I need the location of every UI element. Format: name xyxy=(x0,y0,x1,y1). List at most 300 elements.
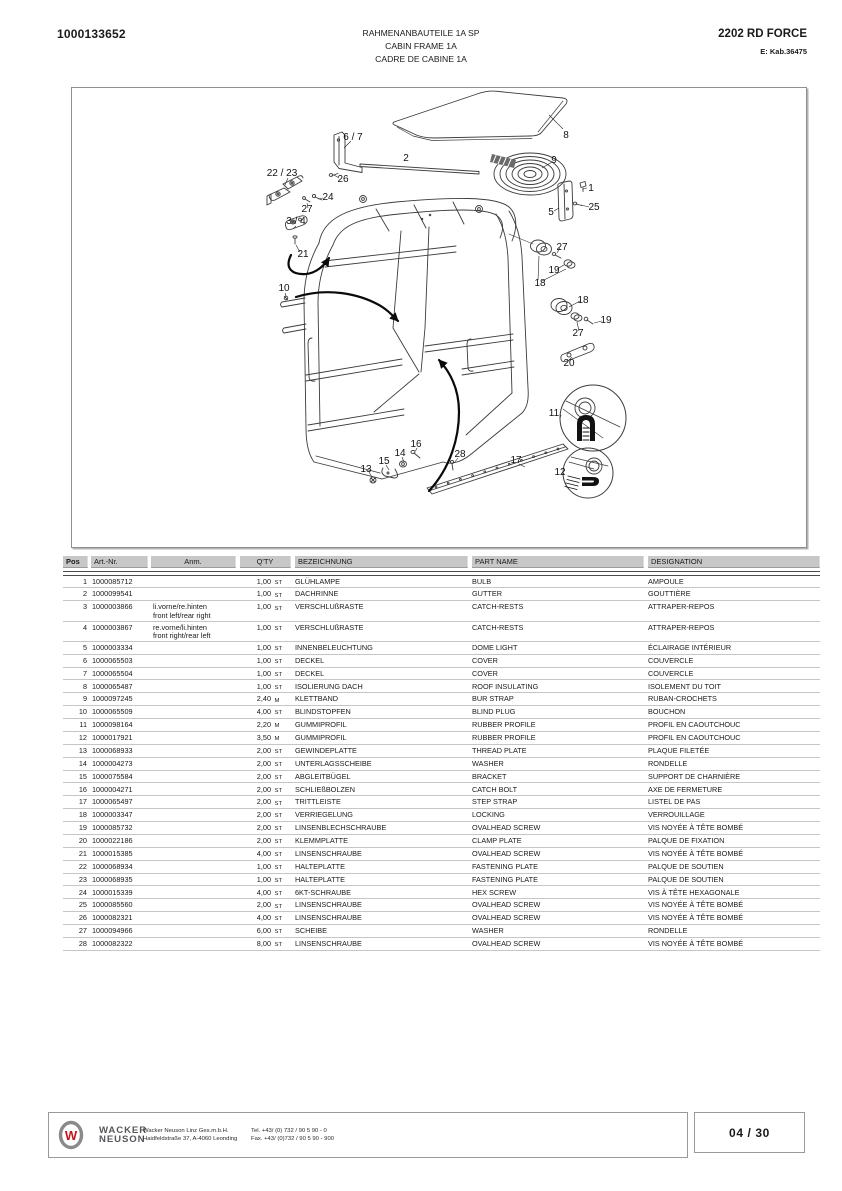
cell-designation: AMPOULE xyxy=(648,576,684,586)
callout-label-19: 19 xyxy=(548,265,560,276)
cell-pos: 2 xyxy=(82,589,87,599)
cell-designation: RONDELLE xyxy=(648,926,688,936)
cell-anm xyxy=(151,927,236,937)
cell-designation: PALQUE DE FIXATION xyxy=(648,836,725,846)
model-name: 2202 RD FORCE xyxy=(718,28,807,40)
cell-bezeichnung: VERSCHLUßRASTE xyxy=(295,602,364,612)
qty-unit: ST xyxy=(274,592,283,599)
table-row xyxy=(63,783,820,796)
table-row xyxy=(63,693,820,706)
cell-qty xyxy=(240,644,291,654)
cell-anm xyxy=(151,760,236,770)
table-row xyxy=(63,745,820,758)
qty-value: 8,00 xyxy=(256,939,271,949)
cell-pos: 10 xyxy=(78,707,87,717)
cell-part-name: GUTTER xyxy=(472,589,502,599)
cell-art-nr: 1000065504 xyxy=(92,668,133,678)
callout-label-28: 28 xyxy=(454,449,466,460)
cell-pos: 27 xyxy=(78,926,87,936)
cell-part-name: BUR STRAP xyxy=(472,694,514,704)
cell-art-nr: 1000085560 xyxy=(92,900,133,910)
cell-part-name: CATCH-RESTS xyxy=(472,622,524,632)
cell-pos: 20 xyxy=(78,836,87,846)
cell-part-name: FASTENING PLATE xyxy=(472,874,538,884)
cell-part-name: OVALHEAD SCREW xyxy=(472,913,541,923)
table-row xyxy=(63,732,820,745)
callout-label-24: 24 xyxy=(322,192,334,203)
cell-bezeichnung: TRITTLEISTE xyxy=(295,797,341,807)
cell-qty xyxy=(240,670,291,680)
cell-part-name: CATCH BOLT xyxy=(472,784,518,794)
cell-bezeichnung: BLINDSTOPFEN xyxy=(295,707,351,717)
qty-value: 2,00 xyxy=(256,810,271,820)
table-row xyxy=(63,848,820,861)
cell-qty xyxy=(240,798,291,808)
cell-art-nr: 1000068933 xyxy=(92,745,133,755)
thread-plate-13 xyxy=(370,477,376,483)
cell-part-name: DOME LIGHT xyxy=(472,642,518,652)
page-title xyxy=(0,27,842,67)
cell-art-nr: 1000003347 xyxy=(92,810,133,820)
page-number: 04 / 30 xyxy=(729,1125,770,1140)
qty-value: 2,00 xyxy=(256,797,271,807)
cell-pos: 6 xyxy=(82,655,87,665)
cell-qty xyxy=(240,734,291,744)
qty-unit: ST xyxy=(274,890,283,897)
arrow-upper-left xyxy=(289,255,329,274)
table-row xyxy=(63,719,820,732)
callout-label-1: 1 xyxy=(588,183,594,194)
cell-qty xyxy=(240,901,291,911)
qty-value: 1,00 xyxy=(256,681,271,691)
cell-designation: VERROUILLAGE xyxy=(648,810,705,820)
qty-value: 4,00 xyxy=(256,848,271,858)
cell-anm xyxy=(151,876,236,886)
qty-unit: ST xyxy=(274,710,283,717)
cell-designation: VIS NOYÉE À TÊTE BOMBÉ xyxy=(648,823,744,833)
cell-part-name: BULB xyxy=(472,576,492,586)
qty-value: 6,00 xyxy=(256,926,271,936)
cell-designation: GOUTTIÈRE xyxy=(648,589,691,599)
cell-art-nr: 1000065497 xyxy=(92,797,133,807)
cell-art-nr: 1000082322 xyxy=(92,939,133,949)
callout-label-5: 5 xyxy=(548,207,554,218)
cell-art-nr: 1000085712 xyxy=(92,576,133,586)
column-header-pos: Pos xyxy=(63,556,88,568)
cell-designation: ÉCLAIRAGE INTÉRIEUR xyxy=(648,642,732,652)
cell-pos: 28 xyxy=(78,939,87,949)
table-row xyxy=(63,874,820,887)
cell-pos: 8 xyxy=(82,681,87,691)
cell-qty xyxy=(240,850,291,860)
cell-pos: 16 xyxy=(78,784,87,794)
cell-qty xyxy=(240,590,291,600)
cell-pos: 17 xyxy=(78,797,87,807)
cell-bezeichnung: UNTERLAGSSCHEIBE xyxy=(295,758,372,768)
detail-circle-12 xyxy=(563,448,613,498)
callout-label-27: 27 xyxy=(301,204,313,215)
qty-unit: M xyxy=(274,736,280,743)
cell-anm: re.vorne/li.hinten front right/rear left xyxy=(153,622,211,641)
assembly-arrows xyxy=(289,255,459,491)
cell-qty xyxy=(240,721,291,731)
cell-anm xyxy=(151,811,236,821)
phone-number: Tel. +43/ (0) 732 / 90 5 90 - 0 xyxy=(251,1128,327,1134)
arrow-lower xyxy=(429,360,459,491)
callout-label-16: 16 xyxy=(410,439,422,450)
cell-designation: ATTRAPER-REPOS xyxy=(648,622,715,632)
cell-qty xyxy=(240,940,291,950)
qty-unit: ST xyxy=(274,671,283,678)
cell-bezeichnung: LINSENSCHRAUBE xyxy=(295,848,362,858)
cell-designation: ISOLEMENT DU TOIT xyxy=(648,681,721,691)
cell-anm xyxy=(151,721,236,731)
exploded-view-panel xyxy=(71,87,807,548)
cell-anm xyxy=(151,837,236,847)
column-header-bezeichnung: BEZEICHNUNG xyxy=(295,556,468,568)
step-strip-17 xyxy=(427,444,568,494)
model-block xyxy=(718,28,807,56)
cell-qty xyxy=(240,578,291,588)
table-row xyxy=(63,899,820,912)
column-header-part-name: PART NAME xyxy=(472,556,644,568)
contact-numbers xyxy=(251,1128,334,1144)
document-number: 1000133652 xyxy=(57,27,126,41)
cell-pos: 11 xyxy=(79,720,87,730)
cell-qty xyxy=(240,889,291,899)
cell-pos: 7 xyxy=(82,668,87,678)
table-row xyxy=(63,938,820,951)
detail-circle-11 xyxy=(560,385,626,451)
footer-company-box xyxy=(48,1112,688,1158)
callout-label-3-4: 3 / 4 xyxy=(286,216,306,227)
screw-19-lower xyxy=(584,317,593,324)
cell-qty xyxy=(240,876,291,886)
qty-value: 2,00 xyxy=(256,823,271,833)
cell-designation: PLAQUE FILETÉE xyxy=(648,745,710,755)
screw-28 xyxy=(450,460,453,470)
cell-bezeichnung: ABGLEITBÜGEL xyxy=(295,771,351,781)
cell-bezeichnung: ISOLIERUNG DACH xyxy=(295,681,363,691)
cell-qty xyxy=(240,683,291,693)
screw-16 xyxy=(411,450,420,458)
qty-unit: ST xyxy=(274,800,283,807)
callout-label-27: 27 xyxy=(572,328,584,339)
cell-designation: BOUCHON xyxy=(648,707,686,717)
qty-unit: ST xyxy=(274,646,283,653)
qty-unit: ST xyxy=(274,579,283,586)
wacker-neuson-logo-icon xyxy=(58,1120,84,1150)
fax-number: Fax. +43/ (0)732 / 90 5 90 - 900 xyxy=(251,1135,335,1142)
cell-anm xyxy=(151,914,236,924)
qty-unit: ST xyxy=(274,605,283,612)
cell-anm xyxy=(151,786,236,796)
cell-anm xyxy=(151,590,236,600)
cell-art-nr: 1000099541 xyxy=(92,589,133,599)
cell-part-name: STEP STRAP xyxy=(472,797,518,807)
edition-code: E: Kab.36475 xyxy=(760,47,807,56)
callout-label-25: 25 xyxy=(588,202,600,213)
cell-pos: 22 xyxy=(78,861,87,871)
cell-qty xyxy=(240,824,291,834)
cell-bezeichnung: INNENBELEUCHTUNG xyxy=(295,642,373,652)
column-header-art: Art.-Nr. xyxy=(91,556,148,568)
cell-bezeichnung: GUMMIPROFIL xyxy=(295,733,347,743)
cell-designation: SUPPORT DE CHARNIÈRE xyxy=(648,771,741,781)
callout-label-21: 21 xyxy=(297,249,309,260)
washer-14 xyxy=(400,461,407,467)
cell-part-name: COVER xyxy=(472,655,498,665)
table-row xyxy=(63,771,820,784)
cell-part-name: LOCKING xyxy=(472,810,505,820)
callout-label-8: 8 xyxy=(563,130,569,141)
qty-unit: ST xyxy=(274,826,283,833)
table-row xyxy=(63,588,820,601)
cell-anm xyxy=(151,578,236,588)
cell-pos: 4 xyxy=(82,622,87,632)
qty-unit: ST xyxy=(274,864,283,871)
cell-anm xyxy=(151,798,236,808)
cell-art-nr: 1000068935 xyxy=(92,874,133,884)
bulb-part xyxy=(580,182,586,192)
cell-anm xyxy=(151,850,236,860)
bushing-18-lower xyxy=(551,299,572,315)
cell-designation: PALQUE DE SOUTIEN xyxy=(648,861,724,871)
cell-anm xyxy=(151,747,236,757)
table-row xyxy=(63,925,820,938)
cell-designation: PALQUE DE SOUTIEN xyxy=(648,874,724,884)
cell-bezeichnung: SCHEIBE xyxy=(295,926,328,936)
qty-value: 2,00 xyxy=(256,771,271,781)
qty-value: 2,00 xyxy=(256,836,271,846)
cell-qty xyxy=(240,786,291,796)
cell-anm xyxy=(151,657,236,667)
cell-bezeichnung: LINSENBLECHSCHRAUBE xyxy=(295,823,387,833)
brand-line1: WACKER xyxy=(99,1125,148,1136)
cell-pos: 13 xyxy=(78,745,87,755)
table-row xyxy=(63,706,820,719)
cell-designation: VIS NOYÉE À TÊTE BOMBÉ xyxy=(648,848,744,858)
cell-anm xyxy=(151,773,236,783)
cabin-frame-drawing xyxy=(281,196,534,480)
table-row xyxy=(63,655,820,668)
cell-pos: 23 xyxy=(78,874,87,884)
cell-part-name: RUBBER PROFILE xyxy=(472,733,536,743)
cell-art-nr: 1000003334 xyxy=(92,642,133,652)
cell-bezeichnung: KLEMMPLATTE xyxy=(295,836,348,846)
callout-label-20: 20 xyxy=(563,358,575,369)
cell-bezeichnung: GUMMIPROFIL xyxy=(295,720,347,730)
cell-bezeichnung: LINSENSCHRAUBE xyxy=(295,900,362,910)
cell-designation: VIS NOYÉE À TÊTE BOMBÉ xyxy=(648,939,744,949)
cell-designation: PROFIL EN CAOUTCHOUC xyxy=(648,720,741,730)
cell-part-name: WASHER xyxy=(472,758,504,768)
qty-unit: ST xyxy=(274,929,283,936)
cell-anm xyxy=(151,683,236,693)
table-row xyxy=(63,622,820,642)
qty-value: 1,00 xyxy=(256,655,271,665)
cell-art-nr: 1000082321 xyxy=(92,913,133,923)
title-english: CABIN FRAME 1A xyxy=(385,41,457,52)
cell-part-name: OVALHEAD SCREW xyxy=(472,900,541,910)
table-row xyxy=(63,886,820,899)
parts-table-header xyxy=(63,556,820,568)
qty-value: 1,00 xyxy=(256,602,271,612)
cell-anm: li.vorne/re.hinten front left/rear right xyxy=(153,602,211,620)
cell-bezeichnung: LINSENSCHRAUBE xyxy=(295,913,362,923)
cell-bezeichnung: VERSCHLUßRASTE xyxy=(295,622,364,632)
cell-designation: RONDELLE xyxy=(648,758,688,768)
cell-anm xyxy=(151,708,236,718)
callout-label-10: 10 xyxy=(278,283,290,294)
screw-27-upper xyxy=(552,253,561,258)
title-german: RAHMENANBAUTEILE 1A SP xyxy=(362,28,480,38)
cell-art-nr: 1000065487 xyxy=(92,681,133,691)
cell-part-name: OVALHEAD SCREW xyxy=(472,823,541,833)
table-row xyxy=(63,601,820,621)
cell-art-nr: 1000098164 xyxy=(92,720,133,730)
diagram-svg xyxy=(72,88,806,547)
company-name: Wacker Neuson Linz Ges.m.b.H. xyxy=(143,1128,229,1134)
cell-bezeichnung: VERRIEGELUNG xyxy=(295,810,353,820)
qty-unit: ST xyxy=(274,903,283,910)
page-number-box xyxy=(694,1112,805,1153)
cell-bezeichnung: GEWINDEPLATTE xyxy=(295,745,357,755)
cell-part-name: COVER xyxy=(472,668,498,678)
qty-unit: ST xyxy=(274,787,283,794)
cell-art-nr: 1000065503 xyxy=(92,655,133,665)
cell-part-name: ROOF INSULATING xyxy=(472,681,539,691)
cell-pos: 14 xyxy=(78,758,87,768)
cell-art-nr: 1000017921 xyxy=(92,733,133,743)
cell-part-name: RUBBER PROFILE xyxy=(472,720,536,730)
qty-value: 2,00 xyxy=(256,784,271,794)
qty-value: 4,00 xyxy=(256,913,271,923)
qty-unit: M xyxy=(274,723,280,730)
gutter-strip xyxy=(360,164,479,174)
cell-part-name: FASTENING PLATE xyxy=(472,861,538,871)
cell-pos: 24 xyxy=(78,887,87,897)
callout-label-12: 12 xyxy=(554,467,566,478)
callout-label-15: 15 xyxy=(378,456,390,467)
cell-anm xyxy=(151,734,236,744)
cell-anm xyxy=(151,901,236,911)
cell-pos: 15 xyxy=(78,771,87,781)
screw-24 xyxy=(312,194,322,200)
cell-part-name: WASHER xyxy=(472,926,504,936)
parts-table xyxy=(63,556,820,951)
cell-bezeichnung: LINSENSCHRAUBE xyxy=(295,939,362,949)
qty-unit: ST xyxy=(274,916,283,923)
cell-qty xyxy=(240,837,291,847)
callout-label-13: 13 xyxy=(360,464,372,475)
cell-art-nr: 1000065509 xyxy=(92,707,133,717)
cell-part-name: BRACKET xyxy=(472,771,507,781)
cell-bezeichnung: 6KT-SCHRAUBE xyxy=(295,887,351,897)
cell-part-name: CLAMP PLATE xyxy=(472,836,522,846)
cell-designation: PROFIL EN CAOUTCHOUC xyxy=(648,733,741,743)
dome-light-cover xyxy=(558,181,573,221)
qty-value: 1,00 xyxy=(256,589,271,599)
cell-designation: COUVERCLE xyxy=(648,655,694,665)
cell-qty xyxy=(240,927,291,937)
qty-unit: ST xyxy=(274,658,283,665)
cell-bezeichnung: HALTEPLATTE xyxy=(295,861,346,871)
qty-unit: ST xyxy=(274,625,283,632)
qty-unit: ST xyxy=(274,942,283,949)
roof-panel xyxy=(393,91,567,140)
table-row xyxy=(63,809,820,822)
cell-designation: LISTEL DE PAS xyxy=(648,797,701,807)
cell-pos: 9 xyxy=(82,694,87,704)
table-row xyxy=(63,680,820,693)
cell-bezeichnung: SCHLIEßBOLZEN xyxy=(295,784,356,794)
cell-part-name: OVALHEAD SCREW xyxy=(472,848,541,858)
cell-designation: COUVERCLE xyxy=(648,668,694,678)
cell-anm xyxy=(151,670,236,680)
cell-designation: VIS NOYÉE À TÊTE BOMBÉ xyxy=(648,900,744,910)
callout-label-6-7: 6 / 7 xyxy=(343,132,363,143)
table-row xyxy=(63,835,820,848)
arrow-middle xyxy=(296,292,398,321)
parts-table-body xyxy=(63,576,820,951)
column-header-anm: Anm. xyxy=(151,556,236,568)
qty-value: 1,00 xyxy=(256,874,271,884)
cell-bezeichnung: GLÜHLAMPE xyxy=(295,576,341,586)
company-address xyxy=(143,1128,237,1144)
callout-label-26: 26 xyxy=(337,174,349,185)
cell-qty xyxy=(240,624,291,641)
cell-bezeichnung: DECKEL xyxy=(295,655,325,665)
table-row xyxy=(63,822,820,835)
qty-value: 2,00 xyxy=(256,758,271,768)
cell-designation: ATTRAPER-REPOS xyxy=(648,602,715,612)
cell-art-nr: 1000094966 xyxy=(92,926,133,936)
cell-qty xyxy=(240,603,291,620)
cell-art-nr: 1000068934 xyxy=(92,861,133,871)
cell-qty xyxy=(240,914,291,924)
qty-value: 4,00 xyxy=(256,707,271,717)
cell-bezeichnung: DACHRINNE xyxy=(295,589,339,599)
qty-unit: ST xyxy=(274,852,283,859)
cell-pos: 19 xyxy=(78,823,87,833)
svg-text:W: W xyxy=(64,1128,78,1143)
cell-anm xyxy=(151,889,236,899)
cell-part-name: HEX SCREW xyxy=(472,887,517,897)
cell-part-name: OVALHEAD SCREW xyxy=(472,939,541,949)
screw-27-left xyxy=(303,197,310,202)
qty-value: 1,00 xyxy=(256,861,271,871)
hinge-brackets-22-23 xyxy=(267,176,303,205)
cell-pos: 3 xyxy=(82,602,87,612)
cell-designation: AXE DE FERMETURE xyxy=(648,784,723,794)
callout-label-19: 19 xyxy=(600,315,612,326)
callout-label-17: 17 xyxy=(510,455,522,466)
cell-part-name: CATCH-RESTS xyxy=(472,602,524,612)
callout-label-14: 14 xyxy=(394,448,406,459)
table-row xyxy=(63,576,820,589)
cell-qty xyxy=(240,657,291,667)
bushing-18-upper xyxy=(531,240,552,255)
cell-qty xyxy=(240,747,291,757)
cell-art-nr: 1000003866 xyxy=(92,602,133,612)
cell-art-nr: 1000022186 xyxy=(92,836,133,846)
qty-value: 3,50 xyxy=(256,733,271,743)
table-row xyxy=(63,861,820,874)
callout-label-22-23: 22 / 23 xyxy=(266,168,298,179)
cell-designation: VIS NOYÉE À TÊTE BOMBÉ xyxy=(648,913,744,923)
cell-pos: 26 xyxy=(78,913,87,923)
